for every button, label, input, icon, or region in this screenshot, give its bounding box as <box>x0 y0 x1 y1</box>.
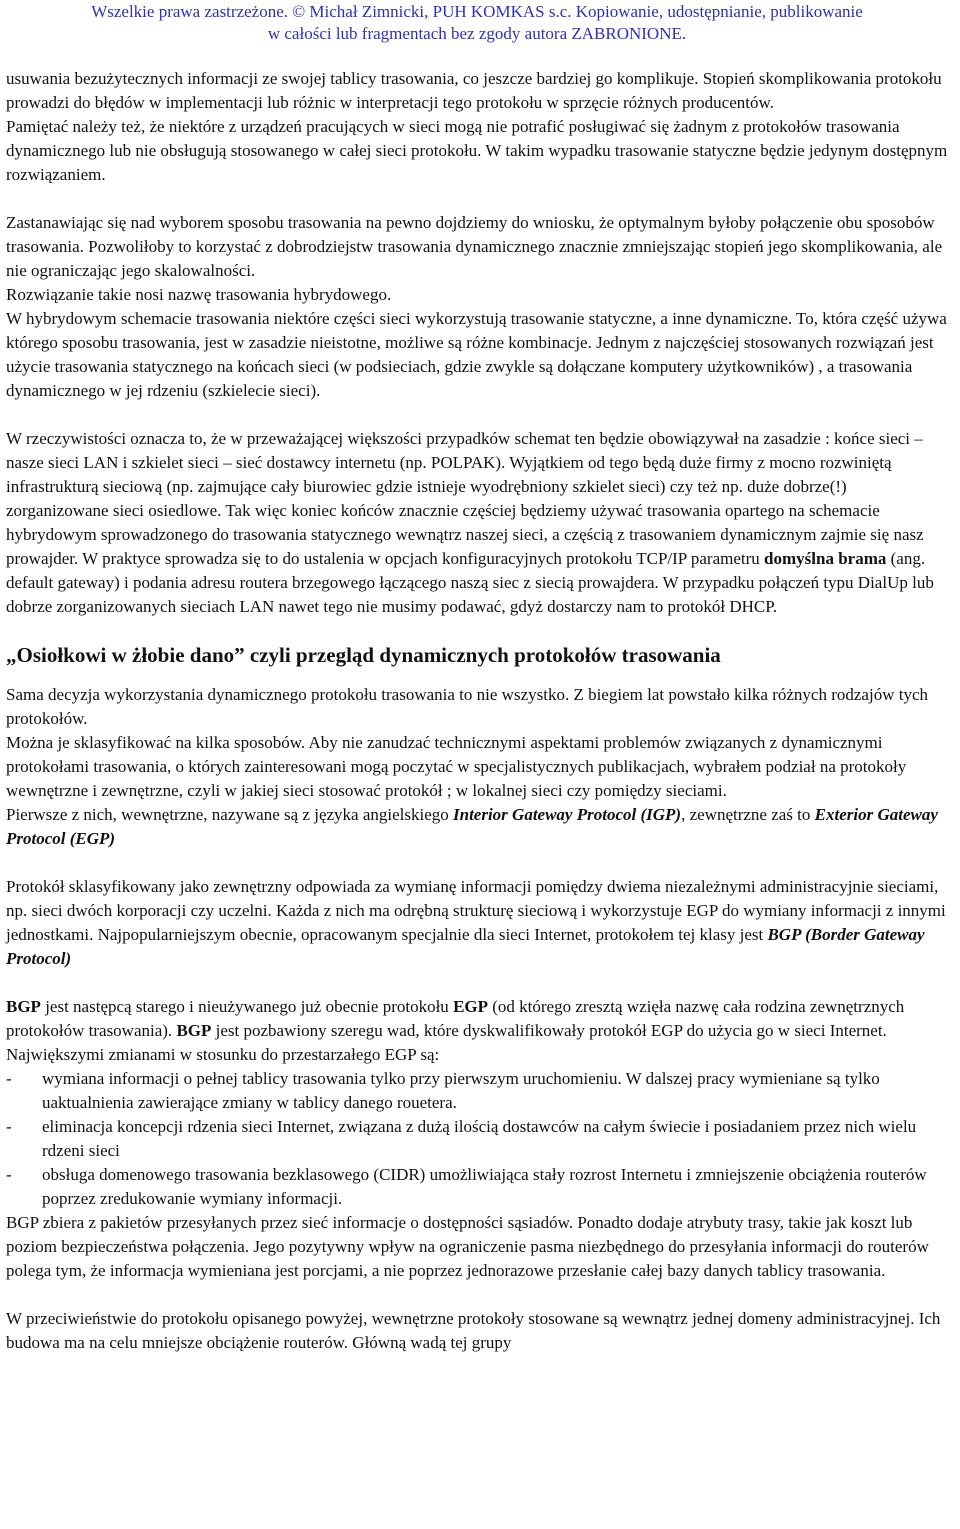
bold-term-egp: EGP <box>453 997 489 1016</box>
text-run: (od którego zresztą wzięła nazwę cała rodzina zewnętrznych protokołów trasowania). <box>6 997 905 1040</box>
paragraph-hybrid-scheme: W hybrydowym schemacie trasowania niektóre części sieci wykorzystują trasowanie statyczne, a inne dynamiczne. To, która część używa którego sposobu trasowania, jest w zasadzie nieistotne, możliwe są różne kombinacje. Jednym z najczęściej stosowanych rozwiązań jest użycie trasowania statycznego na końcach sieci (w podsieciach, gdzie zwykle są dołączane komputery użytkowników) , a trasowania dynamicznego w jej rdzeniu (szkielecie sieci). <box>6 309 947 400</box>
list-dash: - <box>6 1117 12 1136</box>
paragraph-classification: Można je sklasyfikować na kilka sposobów. Aby nie zanudzać technicznymi aspektami problemów związanych z dynamicznymi protokołami trasowania, o których zainteresowani mogą poczytać w specjalistycznych publikacjach, wybrałem podział na protokoły wewnętrzne i zewnętrzne, czyli w jakiej sieci stosować protokół ; w lokalnej sieci czy pomiędzy sieciami. <box>6 733 907 800</box>
list-item-text: obsługa domenowego trasowania bezklasowego (CIDR) umożliwiająca stały rozrost Internetu i zmniejszenie obciążenia routerów poprzez zredukowanie wymiany informacji. <box>42 1165 927 1208</box>
text-run: W rzeczywistości oznacza to, że w przeważającej większości przypadków schemat ten będzie obowiązywał na zasadzie : końce sieci – nasze sieci LAN i szkielet sieci – sieć dostawcy internetu (np. POLPAK). Wyjątkiem od tego będą duże firmy z mocno rozwiniętą infrastrukturą sieciową (np. zajmujące cały biurowiec gdzie istnieje wyodrębniony szkielet sieci) czy też np. duże dobrze(!) zorganizowane sieci osiedlowe. Tak więc koniec końców znacznie częściej będziemy używać trasowania opartego na schemacie hybrydowym sprowadzonego do trasowania statycznego wewnątrz naszej sieci, a częścią z trasowaniem dynamicznym zajmie się nasz prowajder. W praktyce sprowadza się to do ustalenia w opcjach konfiguracyjnych protokołu TCP/IP parametru <box>6 429 924 568</box>
paragraph-hybrid-name: Rozwiązanie takie nosi nazwę trasowania hybrydowego. <box>6 285 392 304</box>
paragraph-internal-protocols: W przeciwieństwie do protokołu opisanego powyżej, wewnętrzne protokoły stosowane są wewnątrz jednej domeny administracyjnej. Ich budowa ma na celu mniejsze obciążenie routerów. Główną wadą tej grupy <box>6 1309 941 1352</box>
list-item-text: wymiana informacji o pełnej tablicy trasowania tylko przy pierwszym uruchomieniu. W dalszej pracy wymieniane są tylko uaktualnienia zawierające zmiany w tablicy danego rouetera. <box>42 1069 880 1112</box>
paragraph-bgp <box>6 995 948 1067</box>
text-run: Pierwsze z nich, wewnętrzne, nazywane są z języka angielskiego <box>6 805 453 824</box>
text-run: (ang. default gateway) i podania adresu routera brzegowego łączącego naszą siec z siecią prowajdera. W przypadku połączeń typu DialUp lub dobrze zorganizowanych sieciach LAN nawet tego nie musimy podawać, gdyż dostarczy nam to protokół DHCP. <box>6 549 934 616</box>
paragraph-reality <box>6 427 948 619</box>
section-heading: „Osiołkowi w żłobie dano” czyli przegląd dynamicznych protokołów trasowania <box>6 643 721 667</box>
text-run: jest pozbawiony szeregu wad, które dyskwalifikowały protokół EGP do użycia go w sieci Internet. Największymi zmianami w stosunku do przestarzałego EGP są: <box>6 1021 887 1064</box>
paragraph-bgp-operation: BGP zbiera z pakietów przesyłanych przez sieć informacje o dostępności sąsiadów. Ponadto dodaje atrybuty trasy, takie jak koszt lub poziom bezpieczeństwa połączenia. Jego pozytywny wpływ na ograniczenie pasma niezbędnego do przesyłania informacji do routerów polega tym, że informacja wymieniana jest porcjami, a nie poprzez jednorazowe przesłanie całej bazy danych tablicy trasowania. <box>6 1213 929 1280</box>
copyright-header <box>6 0 948 45</box>
bold-term-bgp: BGP <box>6 997 41 1016</box>
text-run: Protokół sklasyfikowany jako zewnętrzny odpowiada za wymianę informacji pomiędzy dwiema niezależnymi administracyjnie sieciami, np. sieci dwóch korporacji czy uczelni. Każda z nich ma odrębną strukturę sieciową i wykorzystuje EGP do wymiany informacji z innymi jednostkami. Najpopularniejszym obecnie, opracowanym specjalnie dla sieci Internet, protokołem tej klasy jest <box>6 877 946 944</box>
term-bgp: BGP (Border Gateway Protocol) <box>6 925 925 968</box>
list-dash: - <box>6 1069 12 1088</box>
paragraph-device-support: Pamiętać należy też, że niektóre z urządzeń pracujących w sieci mogą nie potrafić posługiwać się żadnym z protokołów trasowania dynamicznego lub nie obsługują stosowanego w całej sieci protokołu. W takim wypadku trasowanie statyczne będzie jedynym dostępnym rozwiązaniem. <box>6 117 948 184</box>
paragraph-decision: Sama decyzja wykorzystania dynamicznego protokołu trasowania to nie wszystko. Z biegiem lat powstało kilka różnych rodzajów tych protokołów. <box>6 685 928 728</box>
list-item <box>6 1163 948 1211</box>
bgp-changes-list <box>6 1067 948 1211</box>
text-run: jest następcą starego i nieużywanego już obecnie protokołu <box>40 997 454 1016</box>
text-run: , zewnętrzne zaś to <box>681 805 815 824</box>
term-egp: Exterior Gateway Protocol (EGP) <box>6 805 938 848</box>
list-item-text: eliminacja koncepcji rdzenia sieci Internet, związana z dużą ilością dostawców na całym świecie i posiadaniem przez nich wielu rdzeni sieci <box>42 1117 917 1160</box>
paragraph-complexity: usuwania bezużytecznych informacji ze swojej tablicy trasowania, co jeszcze bardziej go komplikuje. Stopień skomplikowania protokołu prowadzi do błędów w implementacji lub różnic w interpretacji tego protokołu w sprzęcie różnych producentów. <box>6 69 942 112</box>
paragraph-combination: Zastanawiając się nad wyborem sposobu trasowania na pewno dojdziemy do wniosku, że optymalnym byłoby połączenie obu sposobów trasowania. Pozwoliłoby to korzystać z dobrodziejstw trasowania dynamicznego znacznie zmniejszając stopień jego skomplikowania, ale nie ograniczając jego skalowalności. <box>6 213 943 280</box>
list-item <box>6 1067 948 1115</box>
paragraph-igp-egp <box>6 803 948 851</box>
copyright-line-1: Wszelkie prawa zastrzeżone. © Michał Zimnicki, PUH KOMKAS s.c. Kopiowanie, udostępnianie, publikowanie <box>91 2 863 21</box>
list-dash: - <box>6 1165 12 1184</box>
copyright-line-2: w całości lub fragmentach bez zgody autora ZABRONIONE. <box>267 24 687 43</box>
bold-term-bgp: BGP <box>176 1021 212 1040</box>
term-igp: Interior Gateway Protocol (IGP) <box>453 805 682 824</box>
paragraph-external-protocol <box>6 875 948 971</box>
bold-term-default-gateway: domyślna brama <box>764 549 887 568</box>
list-item <box>6 1115 948 1163</box>
